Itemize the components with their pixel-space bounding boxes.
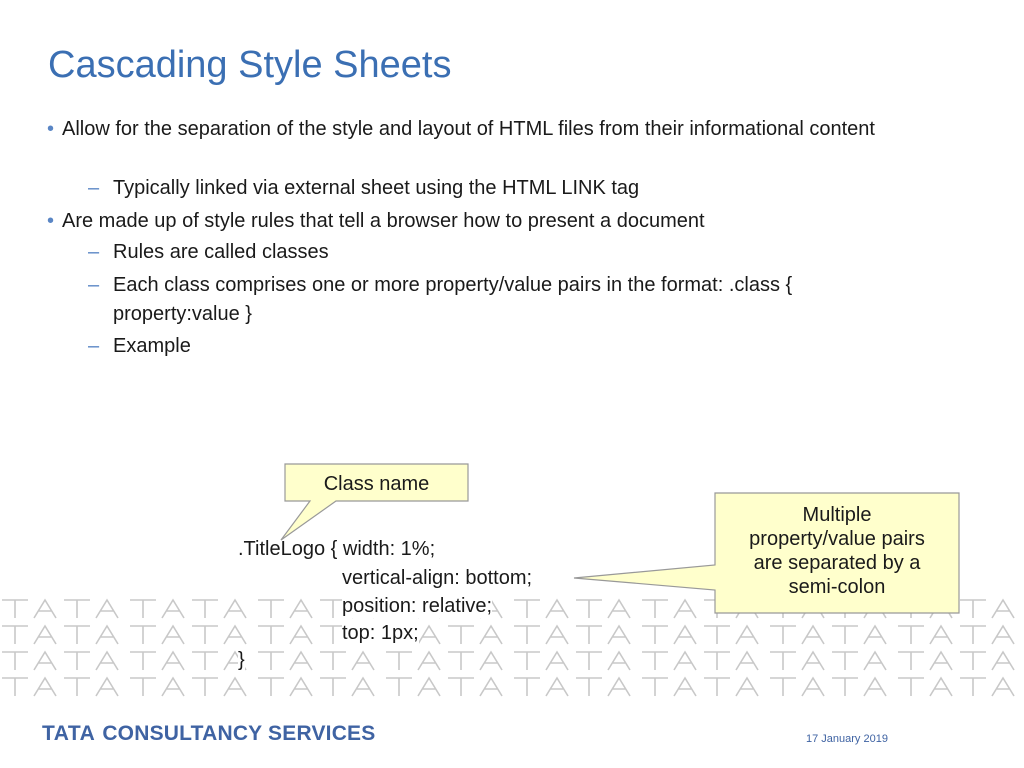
- slide-title: Cascading Style Sheets: [48, 44, 452, 86]
- sub-bullet-text: Example: [113, 335, 191, 357]
- bullet-marker: •: [47, 118, 55, 140]
- bullet-text: Allow for the separation of the style and layout of HTML files from their informational content: [62, 118, 875, 140]
- bullet-text: Are made up of style rules that tell a browser how to present a document: [62, 210, 705, 232]
- code-line: position: relative;: [342, 595, 493, 617]
- company-name: CONSULTANCY SERVICES: [102, 722, 376, 745]
- code-line: .TitleLogo { width: 1%;: [238, 538, 436, 560]
- pairs-callout-line: semi-colon: [788, 576, 886, 598]
- dash-marker: –: [88, 274, 100, 296]
- dash-marker: –: [88, 241, 100, 263]
- pairs-callout: [715, 503, 959, 599]
- sub-bullet-text: Each class comprises one or more property/value pairs in the format: .class { property:value }: [113, 274, 793, 325]
- sub-bullet-text: Typically linked via external sheet using the HTML LINK tag: [113, 177, 640, 199]
- sub-bullet-text: Rules are called classes: [113, 241, 329, 263]
- class-name-callout: Class name: [323, 473, 430, 495]
- slide-date: 17 January 2019: [806, 733, 888, 745]
- tata-brand: TATA: [42, 722, 96, 745]
- code-line: vertical-align: bottom;: [342, 567, 533, 589]
- pairs-callout-line: are separated by a: [753, 552, 921, 574]
- tcs-logo: [42, 722, 375, 746]
- pairs-callout-line: property/value pairs: [749, 528, 925, 550]
- bullet-marker: •: [47, 210, 55, 232]
- code-line: top: 1px;: [342, 622, 419, 644]
- code-line: }: [238, 649, 245, 671]
- dash-marker: –: [88, 177, 100, 199]
- dash-marker: –: [88, 335, 100, 357]
- pairs-callout-line: Multiple: [802, 504, 872, 526]
